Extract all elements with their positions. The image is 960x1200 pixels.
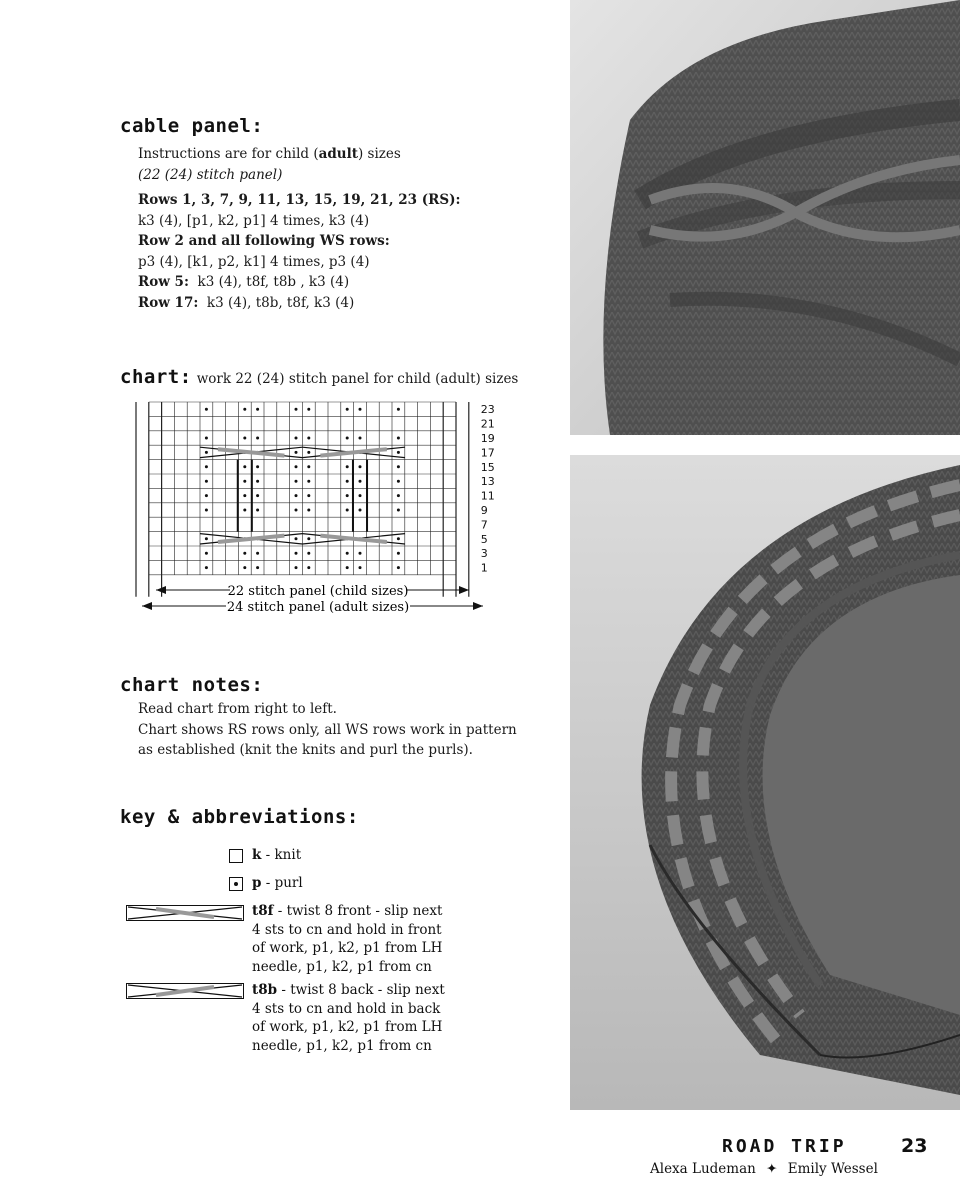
purl-dot <box>359 408 362 411</box>
purl-dot <box>256 465 259 468</box>
purl-dot <box>397 552 400 555</box>
purl-dot <box>397 494 400 497</box>
purl-dot <box>295 437 298 440</box>
purl-dot <box>359 480 362 483</box>
sweater-shoulder-illustration <box>570 0 960 435</box>
row-number: 1 <box>480 561 488 575</box>
key-t8f-symbol <box>126 905 244 921</box>
purl-dot <box>243 408 246 411</box>
row-number: 19 <box>480 432 495 445</box>
purl-dot <box>205 566 208 569</box>
purl-dot <box>397 566 400 569</box>
row-text-rs: k3 (4), [p1, k2, p1] 4 times, k3 (4) <box>138 212 370 229</box>
purl-dot <box>295 480 298 483</box>
purl-dot <box>397 451 400 454</box>
purl-dot <box>205 509 208 512</box>
row-number: 23 <box>480 403 495 417</box>
purl-dot <box>307 437 310 440</box>
adult-width-arrow <box>142 599 483 615</box>
purl-dot <box>295 537 298 540</box>
notes-line3: as established (knit the knits and purl the purls). <box>138 742 473 758</box>
purl-dot <box>359 509 362 512</box>
purl-dot <box>295 494 298 497</box>
knitting-chart <box>130 398 520 620</box>
purl-dot <box>307 566 310 569</box>
purl-dot <box>397 465 400 468</box>
adult-size-label: 24 stitch panel (adult sizes) <box>226 600 410 615</box>
key-t8f: t8f - twist 8 front - slip next 4 sts to cn and hold in front of work, p1, k2, p1 from LH needle, p1, k2, p1 from cn <box>252 903 443 975</box>
intro-line2: (22 (24) stitch panel) <box>138 166 283 183</box>
purl-dot <box>346 480 349 483</box>
key-t8b-symbol <box>126 983 244 999</box>
notes-line2: Chart shows RS rows only, all WS rows work in pattern <box>138 721 517 738</box>
purl-dot <box>243 480 246 483</box>
purl-dot <box>243 465 246 468</box>
row-number: 3 <box>480 547 488 561</box>
purl-dot <box>295 451 298 454</box>
purl-dot <box>205 480 208 483</box>
key-t8b: t8b - twist 8 back - slip next 4 sts to cn and hold in back of work, p1, k2, p1 from LH needle, p1, k2, p1 from cn <box>252 982 445 1054</box>
purl-dot <box>295 408 298 411</box>
purl-dot <box>205 552 208 555</box>
row-number: 21 <box>480 417 495 431</box>
purl-dot <box>346 566 349 569</box>
purl-dot <box>346 437 349 440</box>
purl-dot <box>205 408 208 411</box>
cable-panel-heading: cable panel: <box>120 115 264 137</box>
purl-dot <box>256 509 259 512</box>
purl-dot <box>256 494 259 497</box>
key-knit: k - knit <box>252 847 302 863</box>
purl-dot <box>243 509 246 512</box>
purl-dot <box>346 552 349 555</box>
purl-dot <box>346 494 349 497</box>
chart-heading: chart: <box>120 366 192 388</box>
author-2: Emily Wessel <box>787 1161 878 1177</box>
footer-title: ROAD TRIP <box>722 1136 847 1157</box>
purl-dot <box>307 480 310 483</box>
purl-dot <box>256 566 259 569</box>
chart-heading-line <box>120 366 518 390</box>
yoke-illustration <box>570 455 960 1110</box>
purl-dot <box>346 465 349 468</box>
row-number: 15 <box>480 460 495 474</box>
chart-grid <box>136 402 469 597</box>
purl-dot <box>256 552 259 555</box>
purl-dot <box>307 408 310 411</box>
purl-dot <box>205 494 208 497</box>
row-number: 9 <box>480 504 488 517</box>
purl-dot <box>295 566 298 569</box>
row-17: Row 17: k3 (4), t8b, t8f, k3 (4) <box>138 294 355 311</box>
footer-authors <box>650 1161 878 1177</box>
row-number: 7 <box>480 518 488 532</box>
cable-panel-intro <box>138 144 558 185</box>
purl-dot <box>205 537 208 540</box>
purl-dot <box>256 437 259 440</box>
purl-dot <box>295 509 298 512</box>
photo-sweater-shoulder <box>570 0 960 435</box>
row-number: 11 <box>480 489 495 503</box>
key-purl: p - purl <box>252 875 303 891</box>
purl-dot <box>307 451 310 454</box>
purl-dot <box>359 552 362 555</box>
chart-notes-text <box>138 699 558 761</box>
author-separator: ✦ <box>766 1161 778 1177</box>
purl-dot <box>397 509 400 512</box>
purl-dot <box>295 465 298 468</box>
chart-notes-heading: chart notes: <box>120 674 264 696</box>
purl-dot <box>346 408 349 411</box>
key-purl-symbol <box>229 877 243 891</box>
purl-dot <box>307 465 310 468</box>
purl-dot <box>307 494 310 497</box>
child-size-label: 22 stitch panel (child sizes) <box>227 584 409 599</box>
page-number: 23 <box>901 1135 928 1157</box>
purl-dot <box>397 437 400 440</box>
purl-dot <box>359 437 362 440</box>
purl-dot <box>346 509 349 512</box>
cable-panel-rows <box>138 190 558 313</box>
purl-dot <box>397 408 400 411</box>
row-5: Row 5: k3 (4), t8f, t8b , k3 (4) <box>138 274 350 290</box>
purl-dot <box>243 494 246 497</box>
row-label-rs: Rows 1, 3, 7, 9, 11, 13, 15, 19, 21, 23 (RS): <box>138 192 461 208</box>
key-knit-symbol <box>229 849 243 863</box>
purl-dot <box>397 480 400 483</box>
row-label-ws: Row 2 and all following WS rows: <box>138 233 390 249</box>
purl-dot <box>205 465 208 468</box>
purl-dot <box>256 408 259 411</box>
purl-dot <box>256 480 259 483</box>
author-1: Alexa Ludeman <box>650 1161 756 1177</box>
purl-dot <box>243 566 246 569</box>
purl-dot <box>307 509 310 512</box>
purl-dot <box>359 465 362 468</box>
photo-yoke-flat <box>570 455 960 1110</box>
chart-row-numbers <box>481 403 495 574</box>
row-number: 13 <box>480 475 495 489</box>
intro-line1: Instructions are for child (adult) sizes <box>138 146 401 162</box>
purl-dot <box>359 566 362 569</box>
key-heading: key & abbreviations: <box>120 806 359 828</box>
purl-dot <box>243 552 246 555</box>
row-text-ws: p3 (4), [k1, p2, k1] 4 times, p3 (4) <box>138 253 370 270</box>
purl-dot <box>295 552 298 555</box>
row-number: 5 <box>480 532 488 546</box>
child-width-arrow <box>156 583 469 599</box>
purl-dot <box>205 451 208 454</box>
row-number: 17 <box>480 446 495 460</box>
purl-dot <box>205 437 208 440</box>
notes-line1: Read chart from right to left. <box>138 701 337 717</box>
purl-dot <box>243 437 246 440</box>
purl-dot <box>397 537 400 540</box>
purl-dot <box>359 494 362 497</box>
purl-dot <box>307 552 310 555</box>
purl-dot <box>307 537 310 540</box>
chart-subtitle: work 22 (24) stitch panel for child (adult) sizes <box>196 371 519 387</box>
